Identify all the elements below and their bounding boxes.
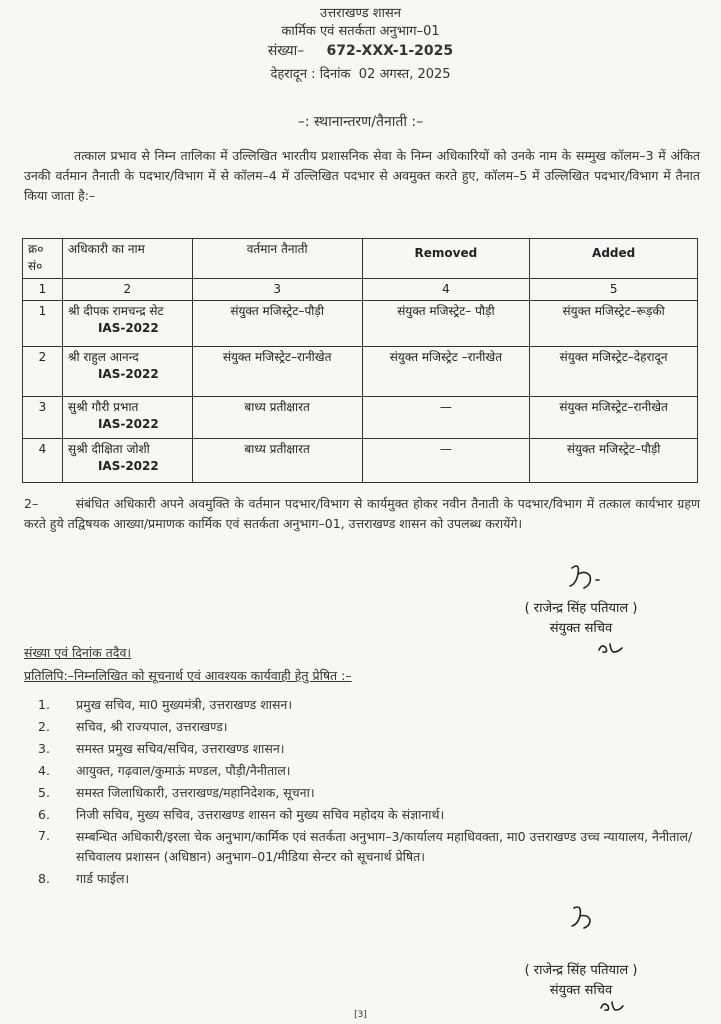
list-number: 5. [38,785,50,800]
added-posting: संयुक्त मजिस्ट्रेट–रूड़की [530,301,698,347]
signatory-designation: संयुक्त सचिव [549,621,613,636]
row-sn: 2 [23,347,63,397]
paragraph-2-number: 2– [24,496,39,511]
officer-name: सुश्री दीक्षिता जोशी [67,442,150,456]
department-title: कार्मिक एवं सतर्कता अनुभाग–01 [281,24,440,39]
signature-scribble [566,902,626,932]
list-item [38,738,694,760]
officer-name: श्री दीपक रामचन्द्र सेट [67,304,164,318]
list-text: गार्ड फाईल। [76,871,130,886]
row-sn: 3 [23,397,63,439]
date-label: देहरादून : दिनांक [270,67,351,82]
officer-name-cell [62,439,192,483]
list-item [38,694,694,716]
signatory-name: ( राजेन्द्र सिंह पतियाल ) [524,601,638,616]
list-item [38,868,694,890]
header-added: Added [530,239,698,279]
current-posting: संयुक्त मजिस्ट्रेट–पौड़ी [192,301,362,347]
reference-number-suffix: -XXX-1-2025 [355,43,454,59]
officer-batch: IAS-2022 [97,367,159,381]
transfer-table [22,238,698,483]
copy-to-list [38,694,694,890]
same-date-note: संख्या एवं दिनांक तदैव। [24,645,132,660]
reference-number [0,43,721,59]
officer-batch: IAS-2022 [97,321,159,335]
signatory-name: ( राजेन्द्र सिंह पतियाल ) [524,963,638,978]
header-removed: Removed [362,239,530,279]
table-header-row [23,239,698,279]
table-row [23,439,698,483]
reference-number-value: 672 [326,43,356,59]
list-text: प्रमुख सचिव, मा0 मुख्यमंत्री, उत्तराखण्ड शासन। [76,697,293,712]
added-posting: संयुक्त मजिस्ट्रेट–रानीखेत [530,397,698,439]
col-number: 5 [530,279,698,301]
col-number: 1 [23,279,63,301]
table-row [23,397,698,439]
col-number: 3 [192,279,362,301]
table-row [23,347,698,397]
govt-title: उत्तराखण्ड शासन [320,6,401,21]
paragraph-2 [24,494,700,534]
added-posting: संयुक्त मजिस्ट्रेट–देहरादून [530,347,698,397]
col-number: 4 [362,279,530,301]
removed-posting: संयुक्त मजिस्ट्रेट –रानीखेत [362,347,530,397]
list-number: 3. [38,741,50,756]
added-posting: संयुक्त मजिस्ट्रेट–पौड़ी [530,439,698,483]
list-number: 1. [38,697,50,712]
list-text: सचिव, श्री राज्यपाल, उत्तराखण्ड। [76,719,228,734]
list-text: समस्त प्रमुख सचिव/सचिव, उत्तराखण्ड शासन। [76,741,285,756]
current-posting: बाध्य प्रतीक्षारत [192,397,362,439]
table-row [23,301,698,347]
list-text: सम्बन्धित अधिकारी/इरला चेक अनुभाग/कार्मिक एवं सतर्कता अनुभाग–3/कार्यालय महाधिवक्ता, मा0 उत्तराखण्ड उच्च न्यायालय, नैनीताल/सचिवालय प्रशासन (अधिष्ठान) अनुभाग–01/मीडिया सेन्टर को सूचनार्थ प्रेषित। [76,829,693,864]
current-posting: बाध्य प्रतीक्षारत [192,439,362,483]
reference-label: संख्या– [267,43,305,59]
list-number: 2. [38,719,50,734]
list-number: 6. [38,807,50,822]
header-officer-name: अधिकारी का नाम [62,239,192,279]
row-sn: 1 [23,301,63,347]
list-item [38,826,694,868]
intro-paragraph: तत्काल प्रभाव से निम्न तालिका में उल्लिखित भारतीय प्रशासनिक सेवा के निम्न अधिकारियों को उनके नाम के सम्मुख कॉलम–3 में अंकित उनकी वर्तमान तैनाती के पदभार/विभाग में से कॉलम–4 में उल्लिखित पदभार से अवमुक्त करते हुए, कॉलम–5 में उल्लिखित पदभार/विभाग में तैनात किया जाता है:– [24,148,700,203]
removed-posting: संयुक्त मजिस्ट्रेट– पौड़ी [362,301,530,347]
officer-name: सुश्री गौरी प्रभात [67,400,139,414]
signatory-designation: संयुक्त सचिव [549,983,613,998]
paragraph-2-text: संबंधित अधिकारी अपने अवमुक्ति के वर्तमान पदभार/विभाग से कार्यमुक्त होकर नवीन तैनाती के पदभार/विभाग में तत्काल कार्यभार ग्रहण करते हुये तद्विषयक आख्या/प्रमाणक कार्मिक एवं सतर्कता अनुभाग–01, उत्तराखण्ड शासन को उपलब्ध करायेंगे। [24,496,700,531]
removed-posting: — [362,439,530,483]
officer-name: श्री राहुल आनन्द [67,350,139,364]
officer-batch: IAS-2022 [97,417,159,431]
signature-scribble [566,560,626,592]
date-line [0,67,721,83]
list-number: 7. [38,828,50,843]
officer-name-cell [62,397,192,439]
column-number-row [23,279,698,301]
initials-scribble [596,640,626,656]
list-item [38,782,694,804]
header-sn: क्र० सं० [23,239,63,279]
officer-name-cell [62,301,192,347]
page-number: [3] [354,1010,367,1020]
list-text: समस्त जिलाधिकारी, उत्तराखण्ड/महानिदेशक, सूचना। [76,785,315,800]
col-number: 2 [62,279,192,301]
officer-name-cell [62,347,192,397]
list-item [38,804,694,826]
list-item [38,760,694,782]
list-number: 8. [38,871,50,886]
list-number: 4. [38,763,50,778]
current-posting: संयुक्त मजिस्ट्रेट–रानीखेत [192,347,362,397]
date-value: 02 अगस्त, 2025 [358,67,451,82]
removed-posting: — [362,397,530,439]
list-item [38,716,694,738]
list-text: निजी सचिव, मुख्य सचिव, उत्तराखण्ड शासन को मुख्य सचिव महोदय के संज्ञानार्थ। [76,807,445,822]
list-text: आयुक्त, गढ़वाल/कुमाऊं मण्डल, पौड़ी/नैनीताल। [76,763,291,778]
officer-batch: IAS-2022 [97,459,159,473]
row-sn: 4 [23,439,63,483]
copy-to-heading: प्रतिलिपि:–निम्नलिखित को सूचनार्थ एवं आवश्यक कार्यवाही हेतु प्रेषित :– [24,668,352,683]
subject-line: –: स्थानान्तरण/तैनाती :– [297,114,424,130]
header-current-posting: वर्तमान तैनाती [192,239,362,279]
